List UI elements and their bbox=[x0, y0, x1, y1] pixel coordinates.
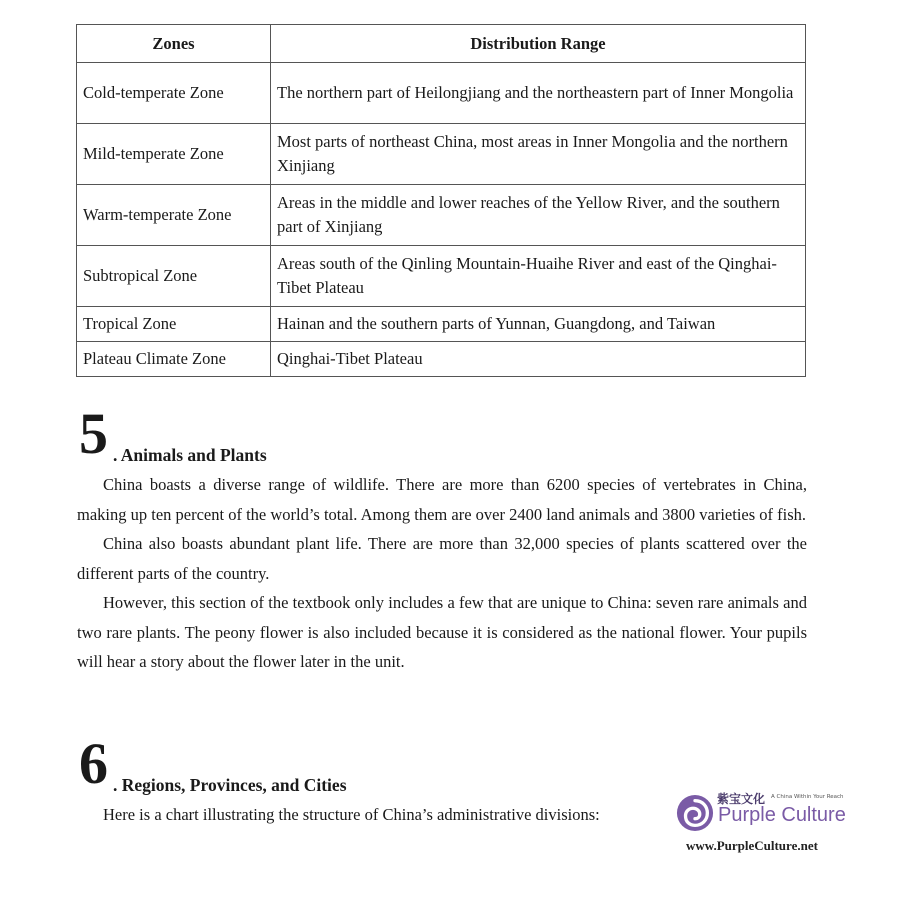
range-cell: Hainan and the southern parts of Yunnan, Guangdong, and Taiwan bbox=[271, 307, 806, 342]
range-cell: Qinghai-Tibet Plateau bbox=[271, 342, 806, 377]
section-animals-and-plants bbox=[77, 401, 807, 677]
range-cell: The northern part of Heilongjiang and the northeastern part of Inner Mongolia bbox=[271, 63, 806, 124]
climate-zones-table bbox=[76, 24, 806, 377]
table-row bbox=[77, 63, 806, 124]
section-number: 5 bbox=[79, 401, 106, 466]
table-header-row bbox=[77, 25, 806, 63]
section-title: . Regions, Provinces, and Cities bbox=[113, 775, 347, 795]
zones-column-header: Zones bbox=[77, 25, 271, 63]
zone-cell: Cold-temperate Zone bbox=[77, 63, 271, 124]
watermark-brand-name: Purple Culture bbox=[718, 804, 846, 826]
table-row bbox=[77, 307, 806, 342]
paragraph: However, this section of the textbook only includes a few that are unique to China: seven rare animals and two rare plants. The peony flower is also included because it is considered as the national flower. Your pupils will hear a story about the flower later in the unit. bbox=[77, 593, 807, 671]
watermark-tagline: A China Within Your Reach bbox=[771, 794, 844, 800]
watermark-chinese-text: 紫宝文化 bbox=[717, 792, 766, 806]
table-row bbox=[77, 185, 806, 246]
paragraph: Here is a chart illustrating the structure of China’s administrative divisions: bbox=[103, 805, 600, 824]
zone-cell: Plateau Climate Zone bbox=[77, 342, 271, 377]
purple-culture-watermark bbox=[676, 790, 896, 860]
purple-culture-logo-icon bbox=[676, 794, 714, 832]
paragraph: China boasts a diverse range of wildlife. There are more than 6200 species of vertebrates in China, making up ten percent of the world’s total. Among them are over 2400 land animals and 3800 varieties of fish. bbox=[77, 475, 807, 524]
distribution-range-column-header: Distribution Range bbox=[271, 25, 806, 63]
zone-cell: Subtropical Zone bbox=[77, 246, 271, 307]
section-number: 6 bbox=[79, 731, 106, 796]
table-row bbox=[77, 246, 806, 307]
watermark-url: www.PurpleCulture.net bbox=[686, 838, 818, 853]
table-row bbox=[77, 342, 806, 377]
zone-cell: Mild-temperate Zone bbox=[77, 124, 271, 185]
range-cell: Areas in the middle and lower reaches of the Yellow River, and the southern part of Xinjiang bbox=[271, 185, 806, 246]
range-cell: Areas south of the Qinling Mountain-Huaihe River and east of the Qinghai-Tibet Plateau bbox=[271, 246, 806, 307]
zone-cell: Warm-temperate Zone bbox=[77, 185, 271, 246]
paragraph: China also boasts abundant plant life. There are more than 32,000 species of plants scattered over the different parts of the country. bbox=[77, 534, 807, 583]
table-row bbox=[77, 124, 806, 185]
section-heading bbox=[77, 401, 807, 470]
range-cell: Most parts of northeast China, most areas in Inner Mongolia and the northern Xinjiang bbox=[271, 124, 806, 185]
section-title: . Animals and Plants bbox=[113, 445, 267, 465]
zone-cell: Tropical Zone bbox=[77, 307, 271, 342]
